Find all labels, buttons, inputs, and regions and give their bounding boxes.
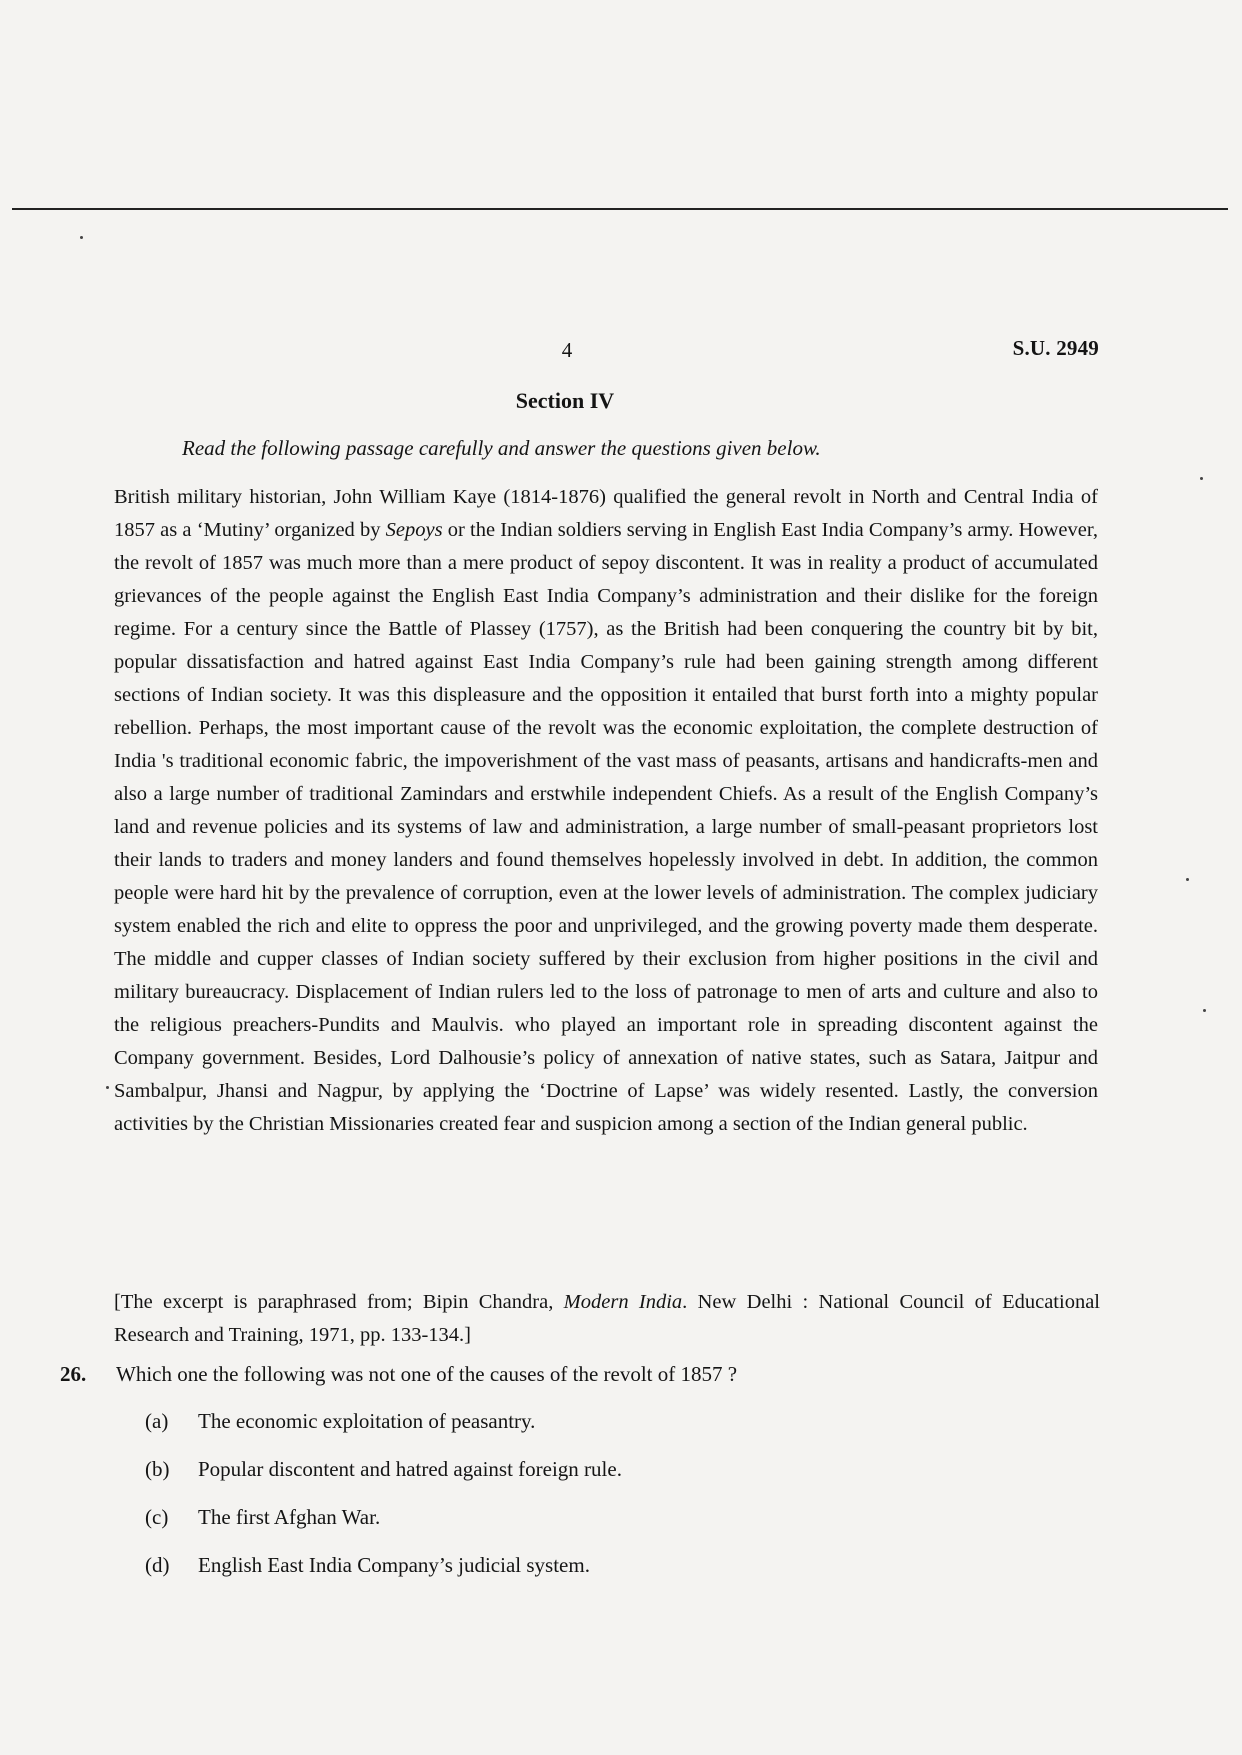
scan-speck xyxy=(1186,878,1189,881)
scan-speck xyxy=(80,236,83,239)
passage-part-1: British military historian, John William Kaye (1814-1876) qualified the general revolt in North and Central India of 1857 as a ‘Mutiny’ organized by xyxy=(114,486,1098,541)
option-text: The economic exploitation of peasantry. xyxy=(198,1409,536,1433)
option-letter: (c) xyxy=(145,1505,169,1529)
question-text: Which one the following was not one of the causes of the revolt of 1857 ? xyxy=(116,1362,738,1386)
scan-speck xyxy=(1200,477,1203,480)
citation-book-title: Modern India xyxy=(563,1291,683,1313)
option-text: English East India Company’s judicial system. xyxy=(198,1553,590,1577)
option-text: The first Afghan War. xyxy=(198,1505,381,1529)
option-b xyxy=(145,1457,622,1482)
passage xyxy=(114,481,1098,1141)
option-d xyxy=(145,1553,590,1578)
section-title: Section IV xyxy=(515,388,615,413)
top-rule xyxy=(12,208,1228,210)
question-number: 26. xyxy=(60,1362,87,1386)
option-letter: (a) xyxy=(145,1409,169,1433)
citation xyxy=(114,1286,1100,1352)
instruction-text: Read the following passage carefully and answer the questions given below. xyxy=(182,436,821,460)
paper-code: S.U. 2949 xyxy=(1012,336,1099,360)
option-text: Popular discontent and hatred against foreign rule. xyxy=(198,1457,622,1481)
option-letter: (d) xyxy=(145,1553,170,1577)
passage-part-2: or the Indian soldiers serving in English East India Company’s army. However, the revolt of 1857 was much more than a mere product of sepoy discontent. It was in reality a product of accumulated grievances of the people against the English East India Company’s administration and their dislike for the foreign regime. For a century since the Battle of Plassey (1757), as the British had been conquering the country bit by bit, popular dissatisfaction and hatred against East India Company’s rule had been gaining strength among different sections of Indian society. It was this displeasure and the opposition it entailed that burst forth into a mighty popular rebellion. Perhaps, the most important cause of the revolt was the economic exploitation, the complete destruction of India 's traditional economic fabric, the impoverishment of the vast mass of peasants, artisans and handicrafts-men and also a large number of traditional Zamindars and erstwhile independent Chiefs. As a result of the English Company’s land and revenue policies and its systems of law and administration, a large number of small-peasant proprietors lost their lands to traders and money landers and found themselves hopelessly involved in debt. In addition, the common people were hard hit by the prevalence of corruption, even at the lower levels of administration. The complex judiciary system enabled the rich and elite to oppress the poor and unprivileged, and the growing poverty made them desperate. The middle and cupper classes of Indian society suffered by their exclusion from higher positions in the civil and military bureaucracy. Displacement of Indian rulers led to the loss of patronage to men of arts and culture and also to the religious preachers-Pundits and Maulvis. who played an important role in spreading discontent against the Company government. Besides, Lord Dalhousie’s policy of annexation of native states, such as Satara, Jaitpur and Sambalpur, Jhansi and Nagpur, by applying the ‘Doctrine of Lapse’ was widely resented. Lastly, the conversion activities by the Christian Missionaries created fear and suspicion among a section of the Indian general public. xyxy=(114,519,1099,1135)
option-c xyxy=(145,1505,380,1530)
option-a xyxy=(145,1409,535,1434)
scan-speck xyxy=(1203,1009,1206,1012)
passage-sepoys-term: Sepoys xyxy=(385,519,443,541)
scan-speck xyxy=(106,1086,109,1089)
option-letter: (b) xyxy=(145,1457,170,1481)
page-number: 4 xyxy=(561,338,573,362)
citation-prefix: [The excerpt is paraphrased from; Bipin Chandra, xyxy=(114,1291,564,1313)
citation-suffix: . New Delhi : National Council of Educational Research and Training, 1971, pp. 133-134.] xyxy=(114,1291,1100,1346)
